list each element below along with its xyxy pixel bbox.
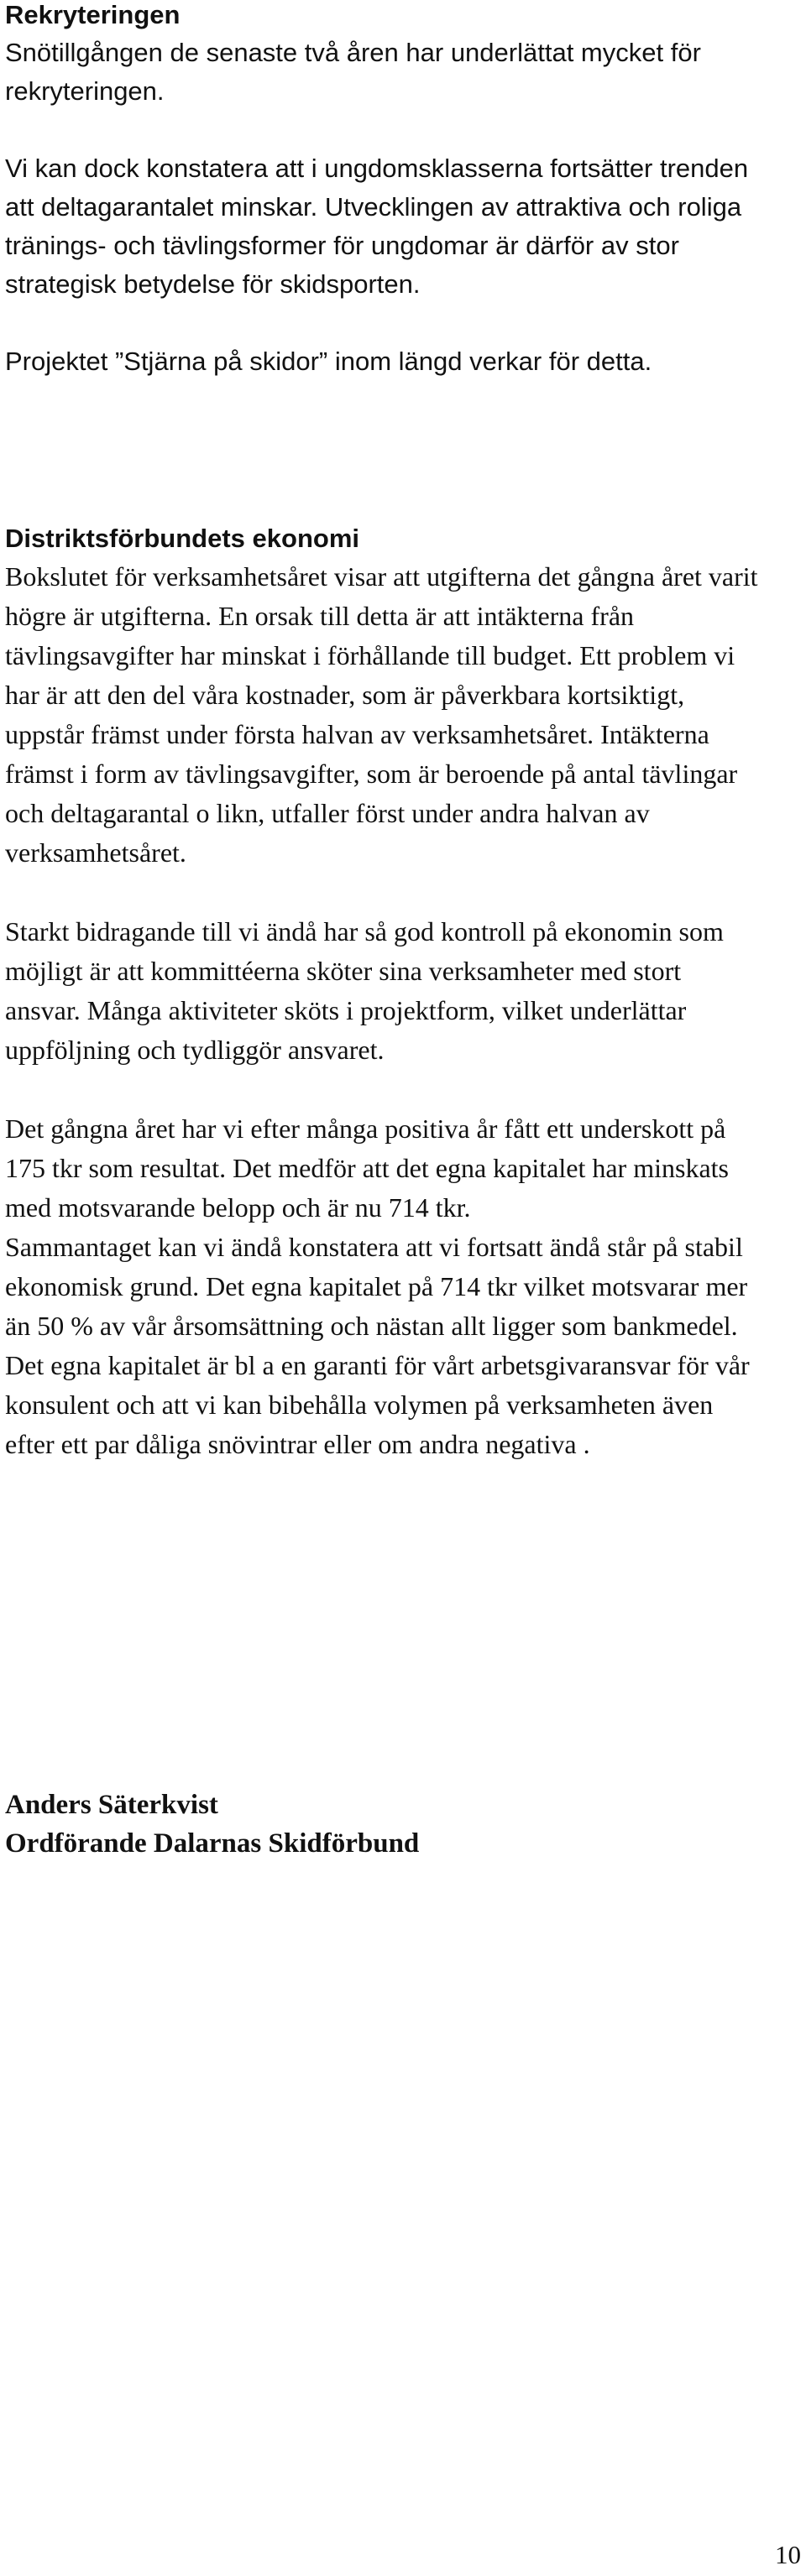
ekonomi-paragraph-4: Sammantaget kan vi ändå konstatera att vi fortsatt ändå står på stabil ekonomisk grund. Det egna kapitalet på 714 tkr vilket motsvarar mer än 50 % av vår årsomsättning och nästan allt ligger som bankmedel. Det egna kapitalet är bl a en garanti för vårt arbetsgivaransvar för vår konsulent och att vi kan bibehålla volymen på verksamheten även efter ett par dåliga snövintrar eller om andra negativa .	[5, 1232, 750, 1459]
page-number: 10	[775, 2540, 801, 2569]
ekonomi-heading: Distriktsförbundets ekonomi	[5, 524, 359, 553]
ekonomi-paragraph-3: Det gångna året har vi efter många positiva år fått ett underskott på 175 tkr som resultat. Det medför att det egna kapitalet har minskats med motsvarande belopp och är nu 714 tkr.	[5, 1113, 729, 1223]
ekonomi-paragraph-2: Starkt bidragande till vi ändå har så god kontroll på ekonomin som möjligt är att kommittéerna sköter sina verksamheter med stort ansvar. Många aktiviteter sköts i projektform, vilket underlättar uppföljning och tydliggör ansvaret.	[5, 916, 724, 1065]
rekrytering-paragraph-2: Vi kan dock konstatera att i ungdomsklasserna fortsätter trenden att deltagarantalet minskar. Utvecklingen av attraktiva och roliga tränings- och tävlingsformer för ungdomar är därför av stor strategisk betydelse för skidsporten.	[5, 154, 749, 299]
ekonomi-paragraph-1: Bokslutet för verksamhetsåret visar att utgifterna det gångna året varit högre är utgifterna. En orsak till detta är att intäkterna från tävlingsavgifter har minskat i förhållande till budget. Ett problem vi har är att den del våra kostnader, som är påverkbara kortsiktigt, uppstår främst under första halvan av verksamhetsåret. Intäkterna främst i form av tävlingsavgifter, som är beroende på antal tävlingar och deltagarantal o likn, utfaller först under andra halvan av verksamhetsåret.	[5, 561, 758, 868]
signature-title: Ordförande Dalarnas Skidförbund	[5, 1828, 420, 1859]
rekrytering-section	[5, 0, 761, 381]
rekrytering-paragraph-3: Projektet ”Stjärna på skidor” inom längd verkar för detta.	[5, 347, 652, 376]
rekrytering-paragraph-1: Snötillgången de senaste två åren har underlättat mycket för rekryteringen.	[5, 38, 701, 106]
signature-name: Anders Säterkvist	[5, 1790, 218, 1820]
signature-block	[5, 1786, 761, 1863]
rekrytering-heading: Rekryteringen	[5, 0, 181, 29]
ekonomi-section	[5, 524, 761, 1464]
